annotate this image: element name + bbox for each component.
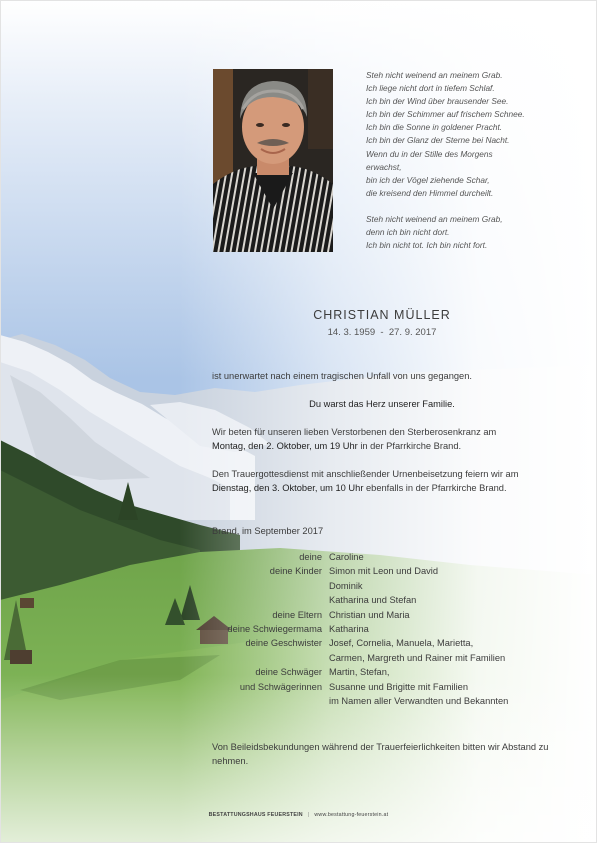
poem-line: denn ich bin nicht dort.: [366, 227, 450, 238]
mourner-relation: deine Geschwister: [245, 638, 322, 649]
closing-text: Von Beileidsbekundungen während der Trauerfeierlichkeiten bitten wir Abstand zu nehmen.: [212, 742, 549, 767]
mourner-names: Caroline: [329, 552, 364, 562]
mourner-names: Dominik: [329, 580, 363, 591]
mourners-list: [212, 550, 552, 708]
mourner-relation: [212, 651, 329, 665]
mourner-row: [212, 579, 552, 593]
mourner-row: [212, 550, 552, 564]
mourner-relation: deine Schwäger: [255, 667, 322, 678]
mourner-names: Simon mit Leon und David: [329, 566, 439, 577]
footer: [0, 812, 597, 818]
mourner-names: Carmen, Margreth und Rainer mit Familien: [329, 652, 506, 663]
mourner-relation: deine: [299, 552, 322, 562]
intro-text: ist unerwartet nach einem tragischen Unfall von uns gegangen.: [212, 371, 472, 381]
poem: [366, 69, 581, 252]
mourner-relation: [212, 694, 329, 708]
portrait-photo: [213, 69, 333, 252]
poem-line: Steh nicht weinend an meinem Grab,: [366, 213, 503, 224]
mourner-relation: und Schwägerinnen: [239, 681, 322, 692]
footer-separator: |: [307, 812, 310, 818]
mourner-names: Josef, Cornelia, Manuela, Marietta,: [329, 638, 474, 649]
mourner-names: Katharina und Stefan: [329, 595, 417, 606]
mourner-row: [212, 636, 552, 650]
rosary-post: in der Pfarrkirche Brand.: [357, 441, 462, 452]
portrait-image: [213, 69, 333, 252]
poem-line: Ich liege nicht dort in tiefem Schlaf.: [366, 83, 495, 94]
mourner-names: Katharina: [329, 624, 369, 635]
poem-stanza-break: [366, 200, 581, 213]
mourner-row: [212, 622, 552, 636]
funeral-post: ebenfalls in der Pfarrkirche Brand.: [363, 483, 507, 494]
mourner-names: im Namen aller Verwandten und Bekannten: [329, 696, 509, 707]
funeral-paragraph: [212, 467, 552, 496]
poem-line: erwachst,: [366, 161, 402, 172]
mourner-relation: deine Kinder: [269, 566, 322, 577]
deceased-name: CHRISTIAN MÜLLER: [313, 308, 451, 322]
poem-line: Steh nicht weinend an meinem Grab.: [366, 70, 503, 80]
mourner-row: [212, 651, 552, 665]
mourner-names: Susanne und Brigitte mit Familien: [329, 681, 469, 692]
mourner-relation: [212, 579, 329, 593]
mourner-relation: deine Eltern: [272, 609, 322, 620]
rosary-paragraph: [212, 425, 552, 454]
motto-text: Du warst das Herz unserer Familie.: [309, 399, 455, 409]
footer-firm: BESTATTUNGSHAUS FEUERSTEIN: [208, 812, 303, 818]
mourner-names: Christian und Maria: [329, 609, 410, 620]
funeral-date: Dienstag, den 3. Oktober, um 10 Uhr: [212, 483, 364, 494]
poem-line: Wenn du in der Stille des Morgens: [366, 148, 493, 159]
footer-url: www.bestattung-feuerstein.at: [314, 812, 389, 818]
mourner-row: [212, 564, 552, 578]
mourner-row: [212, 694, 552, 708]
poem-line: die kreisend den Himmel durcheilt.: [366, 187, 494, 198]
mourner-row: [212, 593, 552, 607]
life-dates: 14. 3. 1959 - 27. 9. 2017: [327, 327, 437, 338]
poem-line: bin ich der Vögel ziehende Schar,: [366, 174, 490, 185]
mourner-row: [212, 680, 552, 694]
rosary-pre: Wir beten für unseren lieben Verstorbenen den Sterberosenkranz am: [212, 427, 497, 437]
mourner-relation: deine Schwiegermama: [227, 624, 322, 635]
poem-line: Ich bin der Wind über brausender See.: [366, 96, 509, 107]
rosary-date: Montag, den 2. Oktober, um 19 Uhr: [212, 441, 358, 452]
poem-line: Ich bin die Sonne in goldener Pracht.: [366, 122, 503, 133]
mourner-names: Martin, Stefan,: [329, 667, 390, 678]
funeral-pre: Den Trauergottesdienst mit anschließender Urnenbeisetzung feiern wir am: [212, 469, 519, 479]
mourner-row: [212, 608, 552, 622]
place-date: Brand, im September 2017: [212, 526, 324, 536]
mourner-row: [212, 665, 552, 679]
poem-line: Ich bin der Schimmer auf frischem Schnee.: [366, 109, 525, 120]
poem-line: Ich bin der Glanz der Sterne bei Nacht.: [366, 135, 510, 146]
poem-line: Ich bin nicht tot. Ich bin nicht fort.: [366, 240, 488, 251]
mourner-relation: [212, 593, 329, 607]
